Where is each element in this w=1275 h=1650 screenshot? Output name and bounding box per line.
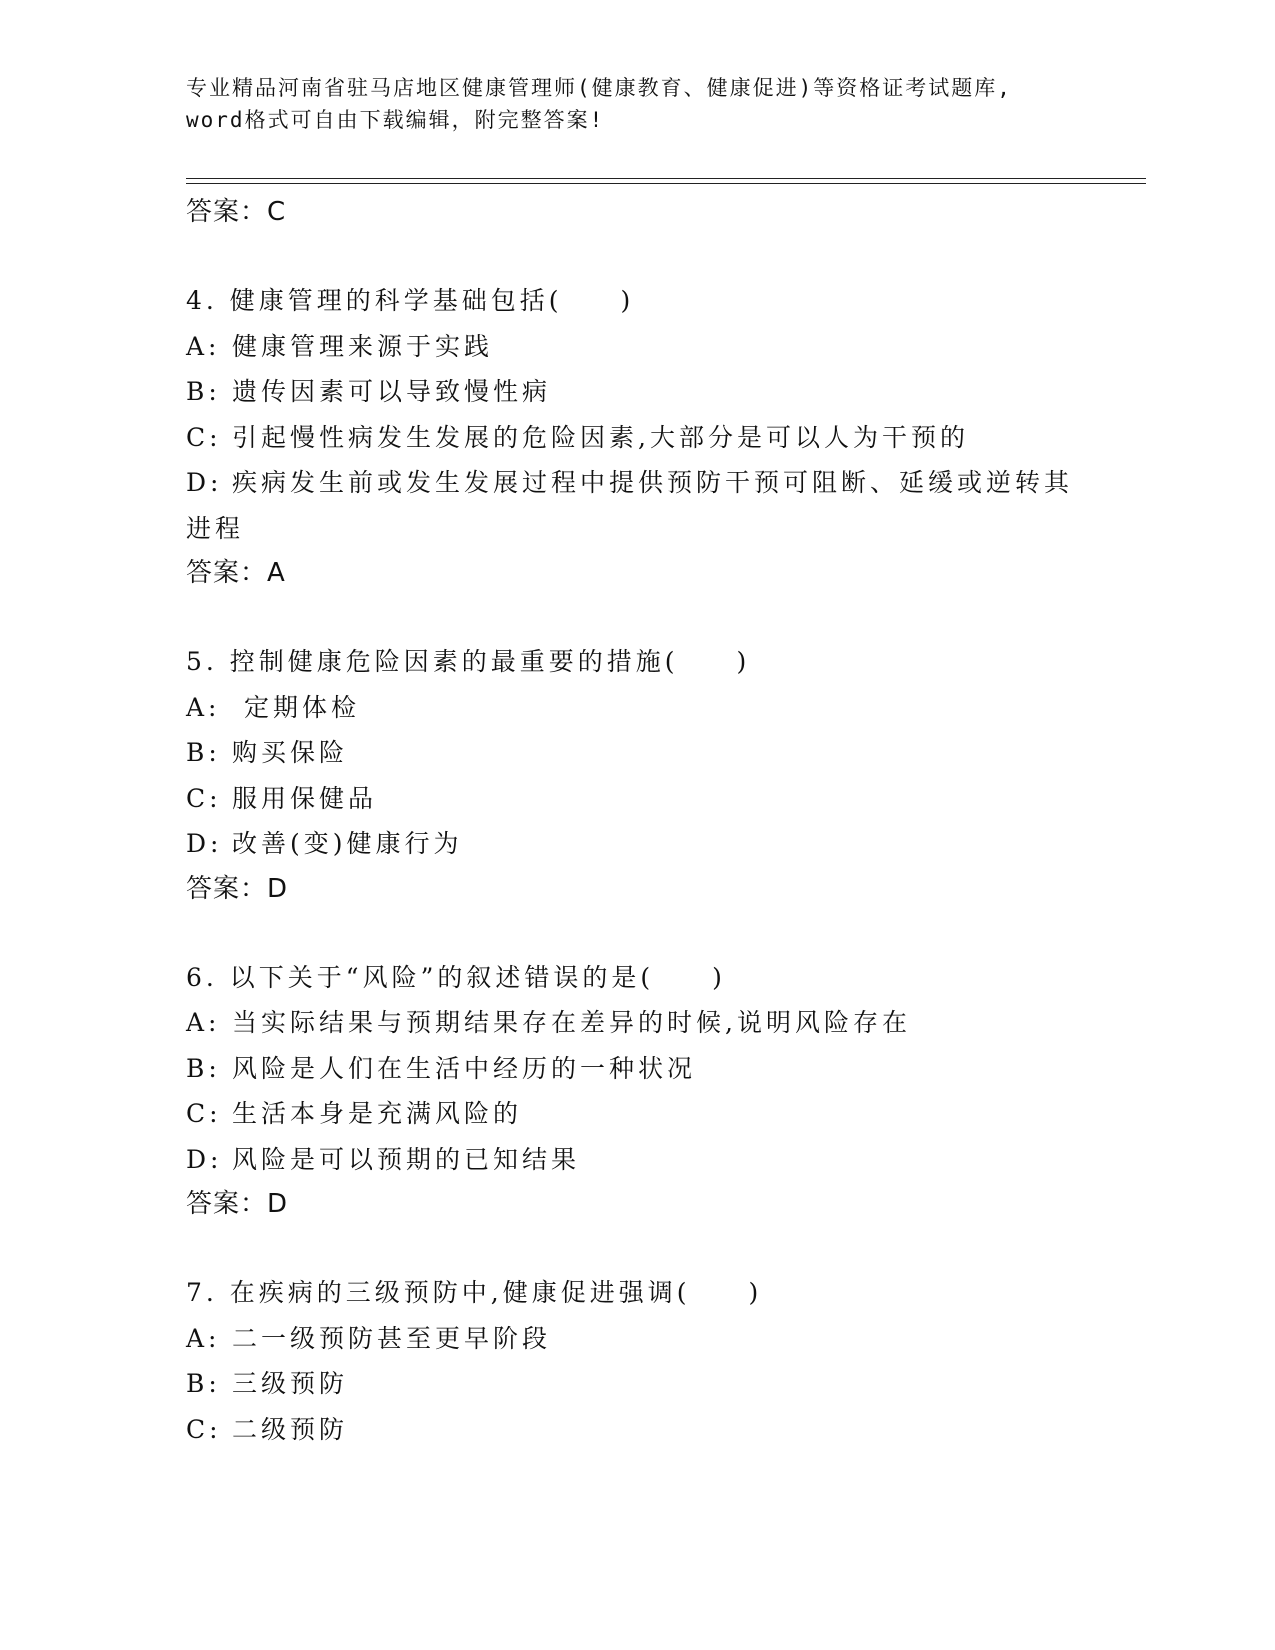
option-label: B: <box>186 377 221 406</box>
option-text: 健康管理来源于实践 <box>232 331 494 361</box>
question-7 <box>186 1270 1086 1452</box>
header-rule-top <box>186 178 1146 179</box>
question-5 <box>186 639 1086 911</box>
option-text: 引起慢性病发生发展的危险因素,大部分是可以人为干预的 <box>232 422 969 452</box>
option-label: D: <box>186 829 223 858</box>
question-title: 7. 在疾病的三级预防中,健康促进强调( ) <box>186 1278 763 1307</box>
question-4 <box>186 278 1086 595</box>
option-text: 三级预防 <box>232 1369 349 1398</box>
answer-line: 答案：D <box>186 873 289 904</box>
option-text: 风险是可以预期的已知结果 <box>232 1144 581 1174</box>
option-label: B: <box>186 738 221 767</box>
question-list <box>186 190 1086 1452</box>
document-header <box>186 72 1086 136</box>
option-text: 改善(变)健康行为 <box>232 829 463 858</box>
option-c <box>186 776 1086 822</box>
option-label: A: <box>186 331 221 361</box>
option-label: B: <box>186 1369 221 1398</box>
option-b <box>186 369 1086 415</box>
option-b <box>186 1361 1086 1407</box>
option-label: B: <box>186 1053 221 1083</box>
option-label: C: <box>186 422 222 452</box>
option-c <box>186 1407 1086 1453</box>
option-b <box>186 730 1086 776</box>
answer-line: 答案：D <box>186 1189 289 1219</box>
option-label: C: <box>186 783 222 813</box>
option-b <box>186 1046 1086 1092</box>
option-label: D: <box>186 468 223 497</box>
option-text: 当实际结果与预期结果存在差异的时候,说明风险存在 <box>232 1008 911 1037</box>
header-rule-bottom <box>186 183 1146 184</box>
option-text: 二级预防 <box>232 1414 349 1444</box>
option-d <box>186 1137 1086 1183</box>
option-c <box>186 1091 1086 1137</box>
header-line-2: word格式可自由下载编辑，附完整答案! <box>186 108 605 132</box>
option-text: 定期体检 <box>232 692 360 722</box>
option-label: C: <box>186 1099 222 1128</box>
option-text: 购买保险 <box>232 738 349 767</box>
option-text: 遗传因素可以导致慢性病 <box>232 377 552 406</box>
option-a <box>186 1000 1086 1046</box>
option-text: 风险是人们在生活中经历的一种状况 <box>232 1053 697 1083</box>
option-text: 生活本身是充满风险的 <box>232 1099 523 1128</box>
question-title: 4. 健康管理的科学基础包括( ) <box>186 286 635 315</box>
option-label: A: <box>186 692 221 722</box>
option-text: 二一级预防甚至更早阶段 <box>232 1323 552 1353</box>
answer-line: 答案：A <box>186 558 286 588</box>
option-c <box>186 415 1086 461</box>
option-text: 服用保健品 <box>232 783 378 813</box>
question-6 <box>186 955 1086 1227</box>
option-text: 疾病发生前或发生发展过程中提供预防干预可阻断、延缓或逆转其进程 <box>186 468 1074 543</box>
option-label: C: <box>186 1414 222 1444</box>
option-a <box>186 324 1086 370</box>
option-label: D: <box>186 1144 223 1174</box>
question-title: 5. 控制健康危险因素的最重要的措施( ) <box>186 647 751 676</box>
option-d <box>186 821 1086 867</box>
option-a <box>186 1316 1086 1362</box>
option-label: A: <box>186 1008 221 1037</box>
answer-line: 答案：C <box>186 197 287 227</box>
option-a <box>186 685 1086 731</box>
option-d <box>186 460 1086 551</box>
header-line-1: 专业精品河南省驻马店地区健康管理师(健康教育、健康促进)等资格证考试题库, <box>186 76 1012 100</box>
option-label: A: <box>186 1323 221 1353</box>
question-title: 6. 以下关于“风险”的叙述错误的是( ) <box>186 962 726 992</box>
